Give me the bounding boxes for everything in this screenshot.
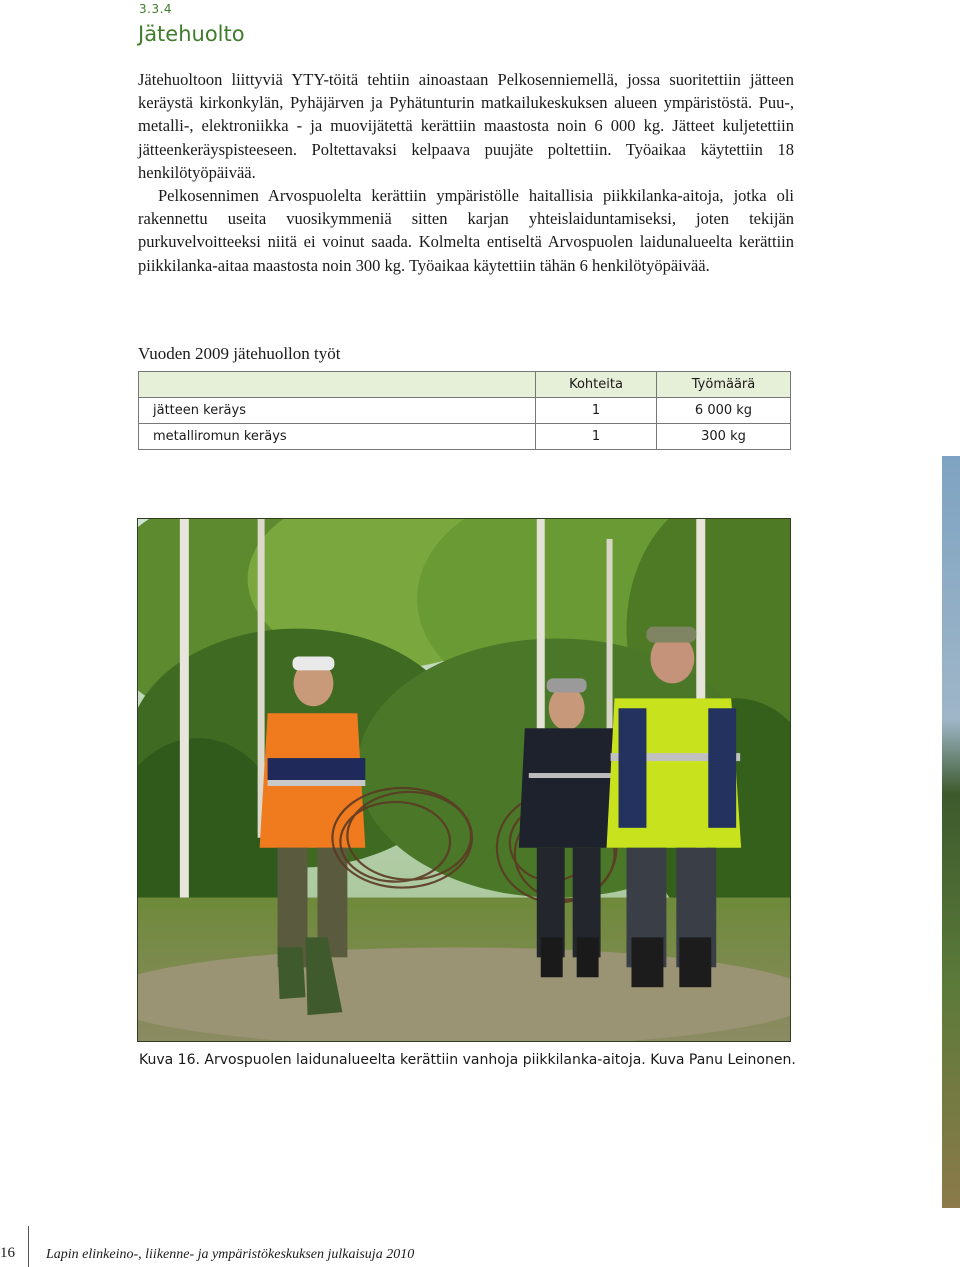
section-title: Jätehuolto — [138, 22, 245, 46]
page-number: 16 — [0, 1245, 15, 1261]
table-title: Vuoden 2009 jätehuollon työt — [138, 344, 341, 363]
header-cell-targets: Kohteita — [536, 372, 657, 398]
table-row — [139, 424, 791, 450]
header-cell-task — [139, 372, 536, 398]
publication-footer: Lapin elinkeino-, liikenne- ja ympäristökeskuksen julkaisuja 2010 — [46, 1247, 415, 1262]
task-cell: jätteen keräys — [139, 398, 536, 424]
paragraph-2: Pelkosennimen Arvospuolelta kerättiin ympäristölle haitallisia piikkilanka-aitoja, jotka oli rakennettu useita vuosikymmeniä sitten karjan yhteislaiduntamiseksi, joten tekijän purkuvelvoitteeksi niitä ei voinut saada. Kolmelta entiseltä Arvospuolen laidunalueelta kerättiin piikkilanka-aitaa maastosta noin 300 kg. Työaikaa käytettiin tähän 6 henkilötyöpäivää. — [138, 186, 794, 275]
waste-work-table — [138, 371, 791, 450]
footer-divider — [28, 1226, 29, 1267]
table-row — [139, 398, 791, 424]
table-header-row — [139, 372, 791, 398]
targets-cell: 1 — [536, 424, 657, 450]
header-cell-amount: Työmäärä — [657, 372, 791, 398]
side-photo-strip — [942, 456, 960, 1208]
photo-men-with-barbed-wire — [137, 518, 791, 1042]
section-number: 3.3.4 — [139, 2, 173, 16]
amount-cell: 300 kg — [657, 424, 791, 450]
amount-cell: 6 000 kg — [657, 398, 791, 424]
task-cell: metalliromun keräys — [139, 424, 536, 450]
paragraph-1: Jätehuoltoon liittyviä YTY-töitä tehtiin ainoastaan Pelkosenniemellä, jossa suoritettiin jätteen keräystä kirkonkylän, Pyhäjärven ja Pyhätunturin matkailukeskuksen alueen ympäristöstä. Puu-, metalli-, elektroniikka - ja muovijätettä kerättiin maastosta noin 6 000 kg. Jätteet kuljetettiin jätteenkeräyspisteeseen. Poltettavaksi kelpaava puujäte poltettiin. Työaikaa käytettiin 18 henkilötyöpäivää. — [138, 70, 794, 182]
figure-caption: Kuva 16. Arvospuolen laidunalueelta kerättiin vanhoja piikkilanka-aitoja. Kuva Panu Leinonen. — [139, 1052, 796, 1068]
body-text — [138, 68, 794, 277]
targets-cell: 1 — [536, 398, 657, 424]
